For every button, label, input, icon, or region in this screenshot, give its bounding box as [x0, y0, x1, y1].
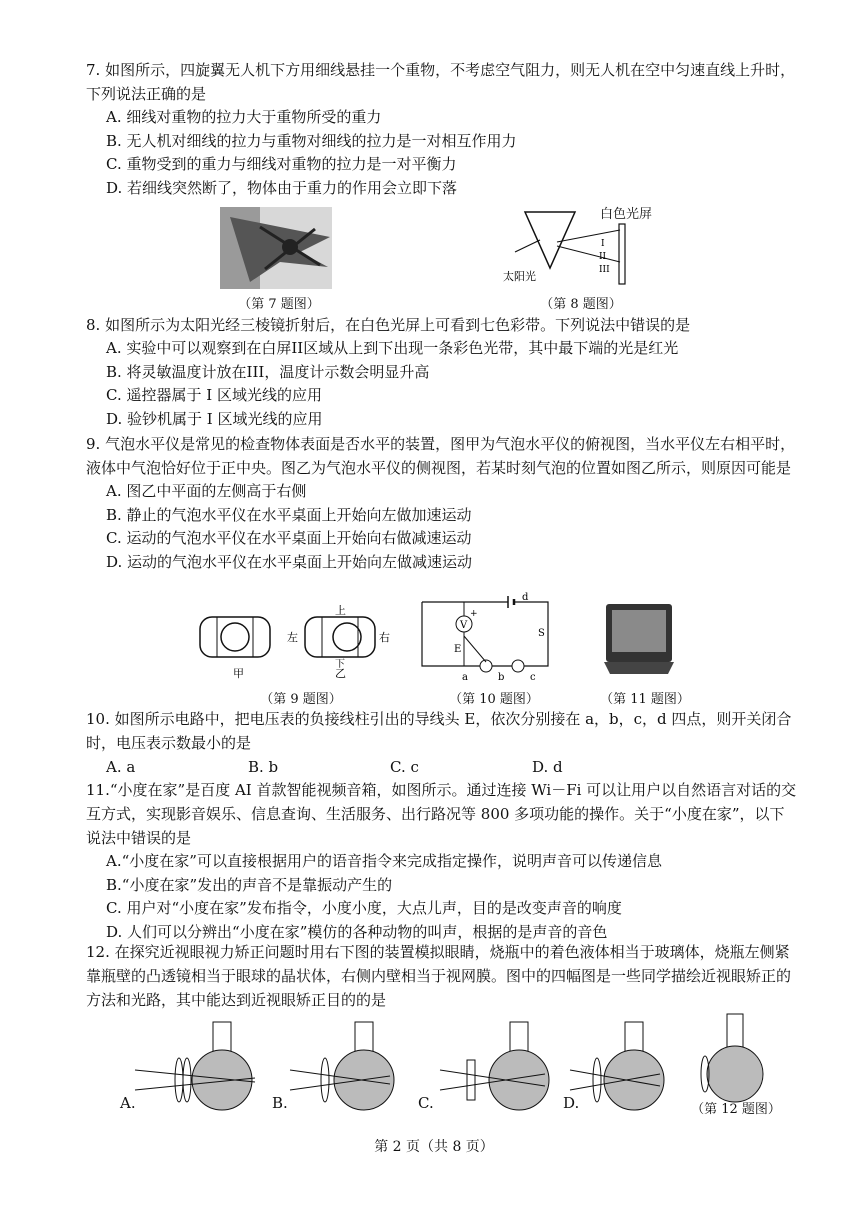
question-12-stem: 12. 在探究近视眼视力矫正问题时用右下图的装置模拟眼睛，烧瓶中的着色液体相当于玻璃体，烧瓶左侧紧靠瓶壁的凸透镜相当于眼球的晶状体，右侧内壁相当于视网膜。图中的四幅图是一些同学描绘近视眼矫正的方法和光路，其中能达到近视眼矫正目的的是: [86, 943, 792, 1009]
question-7-option-a: A. 细线对重物的拉力大于重物所受的重力: [106, 108, 382, 126]
question-11: [86, 778, 798, 944]
figure-10-circuit: [418, 592, 558, 684]
fig9-label-left: 左: [287, 631, 298, 644]
question-11-option-c: C. 用户对“小度在家”发布指令，小度小度，大点儿声，目的是改变声音的响度: [106, 899, 622, 917]
figure-11-smart-speaker: [600, 598, 680, 678]
question-9-option-c: C. 运动的气泡水平仪在水平桌面上开始向右做减速运动: [106, 529, 472, 547]
fig10-label-plus: +: [470, 609, 478, 619]
fig10-label-b: b: [498, 672, 505, 683]
figure-12-eye-models: [115, 1012, 775, 1120]
fig10-label-e: E: [454, 644, 462, 655]
fig9-label-top: 上: [335, 605, 346, 617]
fig9-label-yi: 乙: [335, 667, 346, 680]
eye-model-c: [440, 1022, 549, 1110]
fig10-label-a: a: [462, 672, 468, 683]
question-8-option-b: B. 将灵敏温度计放在III，温度计示数会明显升高: [106, 362, 430, 381]
question-8-option-a: A. 实验中可以观察到在白屏II区域从上到下出现一条彩色光带，其中最下端的光是红光: [106, 339, 679, 357]
fig10-meter-label: V: [460, 620, 468, 631]
figure-9-caption: （第 9 题图）: [260, 692, 342, 707]
question-10-option-a: A. a: [106, 758, 136, 776]
question-9-option-a: A. 图乙中平面的左侧高于右侧: [106, 482, 307, 500]
figure-8-caption: （第 8 题图）: [540, 297, 622, 312]
question-9-stem: 9. 气泡水平仪是常见的检查物体表面是否水平的装置，图甲为气泡水平仪的俯视图，当水平仪左右相平时，液体中气泡恰好位于正中央。图乙为气泡水平仪的侧视图，若某时刻气泡的位置如图乙所示，则原因可能是: [86, 435, 796, 477]
question-8-stem: 8. 如图所示为太阳光经三棱镜折射后，在白色光屏上可看到七色彩带。下列说法中错误的是: [86, 316, 691, 334]
question-10-options: [86, 755, 798, 779]
fig8-region-3: III: [599, 265, 610, 275]
question-10-stem: 10. 如图所示电路中，把电压表的负接线柱引出的导线头 E，依次分别接在 a，b，c，d 四点，则开关闭合时，电压表示数最小的是: [86, 710, 792, 752]
question-7-option-b: B. 无人机对细线的拉力与重物对细线的拉力是一对相互作用力: [106, 131, 517, 150]
eye-model-apparatus: [701, 1014, 763, 1102]
fig8-region-1: I: [601, 239, 605, 249]
question-10-option-b: B. b: [248, 758, 279, 776]
fig10-label-c: c: [530, 672, 536, 683]
figure-7-caption: （第 7 题图）: [238, 297, 320, 312]
question-9-option-d: D. 运动的气泡水平仪在水平桌面上开始向左做减速运动: [106, 552, 473, 571]
fig10-label-d: d: [522, 592, 529, 603]
eye-model-b: [290, 1022, 394, 1110]
question-8: [86, 313, 798, 431]
question-10: [86, 707, 798, 779]
fig8-screen-label: 白色光屏: [600, 207, 653, 222]
fig8-sun-label: 太阳光: [503, 270, 536, 283]
question-11-option-b: B.“小度在家”发出的声音不是靠振动产生的: [106, 875, 393, 894]
question-7-option-c: C. 重物受到的重力与细线对重物的拉力是一对平衡力: [106, 155, 457, 173]
figure-9-bubble-level: [195, 605, 395, 685]
question-11-option-a: A.“小度在家”可以直接根据用户的语音指令来完成指定操作，说明声音可以传递信息: [106, 852, 662, 870]
question-11-stem: 11.“小度在家”是百度 AI 首款智能视频音箱，如图所示。通过连接 Wi－Fi 可以让用户以自然语言对话的交互方式，实现影音娱乐、信息查询、生活服务、出行路况等 800 多项功能的操作。关于“小度在家”，以下说法中错误的是: [86, 781, 797, 847]
question-9: [86, 432, 798, 574]
question-7-stem: 7. 如图所示，四旋翼无人机下方用细线悬挂一个重物，不考虑空气阻力，则无人机在空中匀速直线上升时，下列说法正确的是: [86, 61, 796, 103]
eye-model-a: [135, 1022, 255, 1110]
q12-choice-c: C.: [418, 1094, 434, 1112]
question-11-option-d: D. 人们可以分辨出“小度在家”模仿的各种动物的叫声，根据的是声音的音色: [106, 922, 608, 941]
question-7-option-d: D. 若细线突然断了，物体由于重力的作用会立即下落: [106, 178, 458, 197]
q12-choice-a: A.: [120, 1094, 136, 1112]
eye-model-d: [570, 1022, 664, 1110]
page-footer: 第 2 页（共 8 页）: [374, 1139, 494, 1155]
q12-choice-d: D.: [563, 1094, 580, 1112]
fig8-region-2: II: [599, 252, 607, 262]
question-10-option-c: C. c: [390, 758, 419, 776]
question-9-option-b: B. 静止的气泡水平仪在水平桌面上开始向左做加速运动: [106, 505, 472, 524]
figure-7-drone-photo: [220, 207, 332, 289]
q12-choice-b: B.: [272, 1094, 288, 1112]
fig9-label-right: 右: [379, 631, 390, 644]
fig10-label-s: S: [538, 628, 545, 639]
fig9-label-bottom: 下: [335, 659, 345, 670]
figure-12-caption: （第 12 题图）: [691, 1102, 781, 1117]
figure-11-caption: （第 11 题图）: [600, 692, 690, 707]
figure-10-caption: （第 10 题图）: [449, 692, 539, 707]
question-12: [86, 940, 798, 1012]
question-8-option-c: C. 遥控器属于 I 区域光线的应用: [106, 386, 322, 404]
fig9-label-jia: 甲: [233, 667, 244, 680]
question-7: [86, 58, 798, 200]
question-8-option-d: D. 验钞机属于 I 区域光线的应用: [106, 409, 323, 428]
question-10-option-d: D. d: [532, 758, 563, 776]
